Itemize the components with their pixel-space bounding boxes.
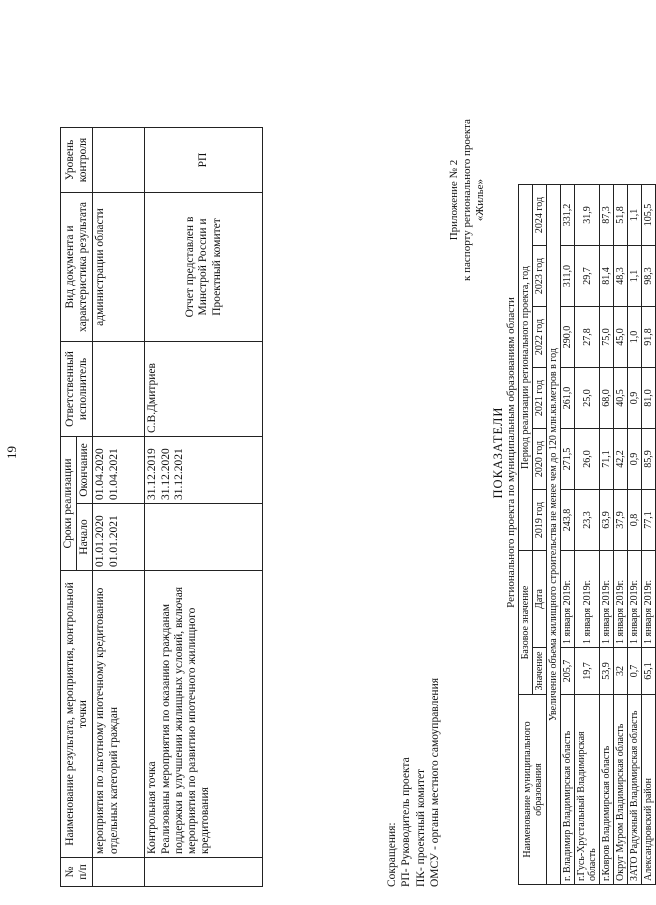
- abbr-line: ОМСУ - органы местного самоуправления: [429, 677, 442, 887]
- header-num: № п/п: [61, 858, 93, 887]
- row1-resp: [93, 342, 145, 437]
- h-year: 2023 год: [533, 246, 547, 307]
- abbr-line: Сокращения:: [386, 822, 398, 887]
- row2-resp: С.В.Дмитриев: [145, 342, 263, 437]
- row-cell: 42,2: [614, 429, 628, 490]
- row-cell: 87,3: [600, 185, 614, 246]
- row-cell: 51,8: [614, 185, 628, 246]
- row-cell: 0,9: [628, 429, 642, 490]
- row-cell: 105,5: [642, 185, 656, 246]
- row-cell: 271,5: [561, 429, 575, 490]
- row-cell: 45,0: [614, 307, 628, 368]
- indicators-table: [518, 184, 656, 885]
- header-doc: Вид документа и характеристика результата: [61, 193, 93, 342]
- row-value: 0,7: [628, 648, 642, 695]
- row-cell: 243,8: [561, 490, 575, 551]
- row-cell: 0,8: [628, 490, 642, 551]
- row-cell: 85,9: [642, 429, 656, 490]
- row-value: 32: [614, 648, 628, 695]
- row-name: г. Владимир Владимирская область: [561, 695, 575, 885]
- table-row: [600, 185, 614, 885]
- table-row: [561, 185, 575, 885]
- header-level: Уровень контроля: [61, 128, 93, 193]
- h-year: 2021 год: [533, 368, 547, 429]
- indicators-subtitle: Регионального проекта по муниципальным образованиям области: [505, 297, 517, 608]
- row2-end: 31.12.2019 31.12.2020 31.12.2021: [145, 437, 263, 504]
- header-terms: Сроки реализации: [61, 437, 77, 571]
- h-period: Период реализации регионального проекта, год: [519, 185, 533, 551]
- abbreviations: [385, 678, 443, 887]
- h-year: 2024 год: [533, 185, 547, 246]
- h-value: Значение: [533, 648, 547, 695]
- row-value: 205,7: [561, 648, 575, 695]
- table-row: [614, 185, 628, 885]
- row1-start: 01.01.2020 01.01.2021: [93, 504, 145, 571]
- row2-level: РП: [145, 128, 263, 193]
- row-value: 65,1: [642, 648, 656, 695]
- row-date: 1 января 2019г.: [628, 551, 642, 648]
- h-date: Дата: [533, 551, 547, 648]
- row-cell: 0,9: [628, 368, 642, 429]
- h-year: 2022 год: [533, 307, 547, 368]
- row-cell: 331,2: [561, 185, 575, 246]
- header-end: Окончание: [77, 437, 93, 504]
- h-base: Базовое значение: [519, 551, 533, 695]
- row-cell: 1,1: [628, 185, 642, 246]
- row-cell: 23,3: [575, 490, 600, 551]
- row-name: г.Гусь-Хрустальный Владимирская область: [575, 695, 600, 885]
- row-cell: 290,0: [561, 307, 575, 368]
- row-cell: 48,3: [614, 246, 628, 307]
- row2-start: [145, 504, 263, 571]
- h-year: 2020 год: [533, 429, 547, 490]
- row-name: Александровский район: [642, 695, 656, 885]
- row-value: 53,9: [600, 648, 614, 695]
- row2-doc: Отчет представлен в Минстрой России и Проектный комитет: [145, 193, 263, 342]
- page-number: 19: [4, 446, 19, 459]
- row1-level: [93, 128, 145, 193]
- row-cell: 81,0: [642, 368, 656, 429]
- row-cell: 261,0: [561, 368, 575, 429]
- row1-num: [93, 858, 145, 887]
- row-cell: 37,9: [614, 490, 628, 551]
- row1-doc: администрации области: [93, 193, 145, 342]
- row-name: г.Ковров Владимирская область: [600, 695, 614, 885]
- row-cell: 81,4: [600, 246, 614, 307]
- row-cell: 98,3: [642, 246, 656, 307]
- row2-num: [145, 858, 263, 887]
- row-date: 1 января 2019г.: [561, 551, 575, 648]
- appendix-line: Приложение № 2: [448, 159, 460, 241]
- row-date: 1 января 2019г.: [642, 551, 656, 648]
- row-cell: 27,8: [575, 307, 600, 368]
- row-cell: 1,0: [628, 307, 642, 368]
- row-cell: 29,7: [575, 246, 600, 307]
- activities-table: [60, 127, 263, 887]
- appendix-note: [448, 85, 488, 315]
- row-cell: 71,1: [600, 429, 614, 490]
- header-resp: Ответственный исполнитель: [61, 342, 93, 437]
- abbr-line: РП- Руководитель проекта: [400, 757, 413, 887]
- row-cell: 91,8: [642, 307, 656, 368]
- row-name: ЗАТО Радужный Владимирская область: [628, 695, 642, 885]
- header-name: Наименование результата, мероприятия, контрольной точки: [61, 571, 93, 858]
- row-cell: 31,9: [575, 185, 600, 246]
- row-cell: 311,0: [561, 246, 575, 307]
- row-cell: 75,0: [600, 307, 614, 368]
- row-cell: 26,0: [575, 429, 600, 490]
- indicators-title: ПОКАЗАТЕЛИ: [491, 406, 505, 499]
- row-cell: 40,5: [614, 368, 628, 429]
- appendix-line: «Жилье»: [474, 178, 487, 222]
- row-date: 1 января 2019г.: [575, 551, 600, 648]
- row1-end: 01.04.2020 01.04.2021: [93, 437, 145, 504]
- table-row: [642, 185, 656, 885]
- row2-name: Контрольная точка Реализованы мероприятия по оказанию гражданам поддержки в улучшении жилищных условий, включая мероприятия по развитию ипотечного жилищного кредитования: [145, 571, 263, 858]
- row-value: 19,7: [575, 648, 600, 695]
- row-cell: 1,1: [628, 246, 642, 307]
- table-row: [628, 185, 642, 885]
- row-cell: 77,1: [642, 490, 656, 551]
- row-cell: 68,0: [600, 368, 614, 429]
- row-date: 1 января 2019г.: [600, 551, 614, 648]
- row-cell: 25,0: [575, 368, 600, 429]
- header-start: Начало: [77, 504, 93, 571]
- row1-name: мероприятия по льготному ипотечному кредитованию отдельных категорий граждан: [93, 571, 145, 858]
- row-date: 1 января 2019г.: [614, 551, 628, 648]
- row-cell: 63,9: [600, 490, 614, 551]
- appendix-line: к паспорту регионального проекта: [461, 119, 474, 281]
- h-year: 2019 год: [533, 490, 547, 551]
- row-name: Округ Муром Владимирская область: [614, 695, 628, 885]
- abbr-line: ПК- проектный комитет: [414, 768, 427, 887]
- section-row: Увеличение объема жилищного строительства не менее чем до 120 млн.кв.метров в год: [547, 185, 561, 885]
- table-row: [575, 185, 600, 885]
- h-name: Наименование муниципального образования: [519, 695, 547, 885]
